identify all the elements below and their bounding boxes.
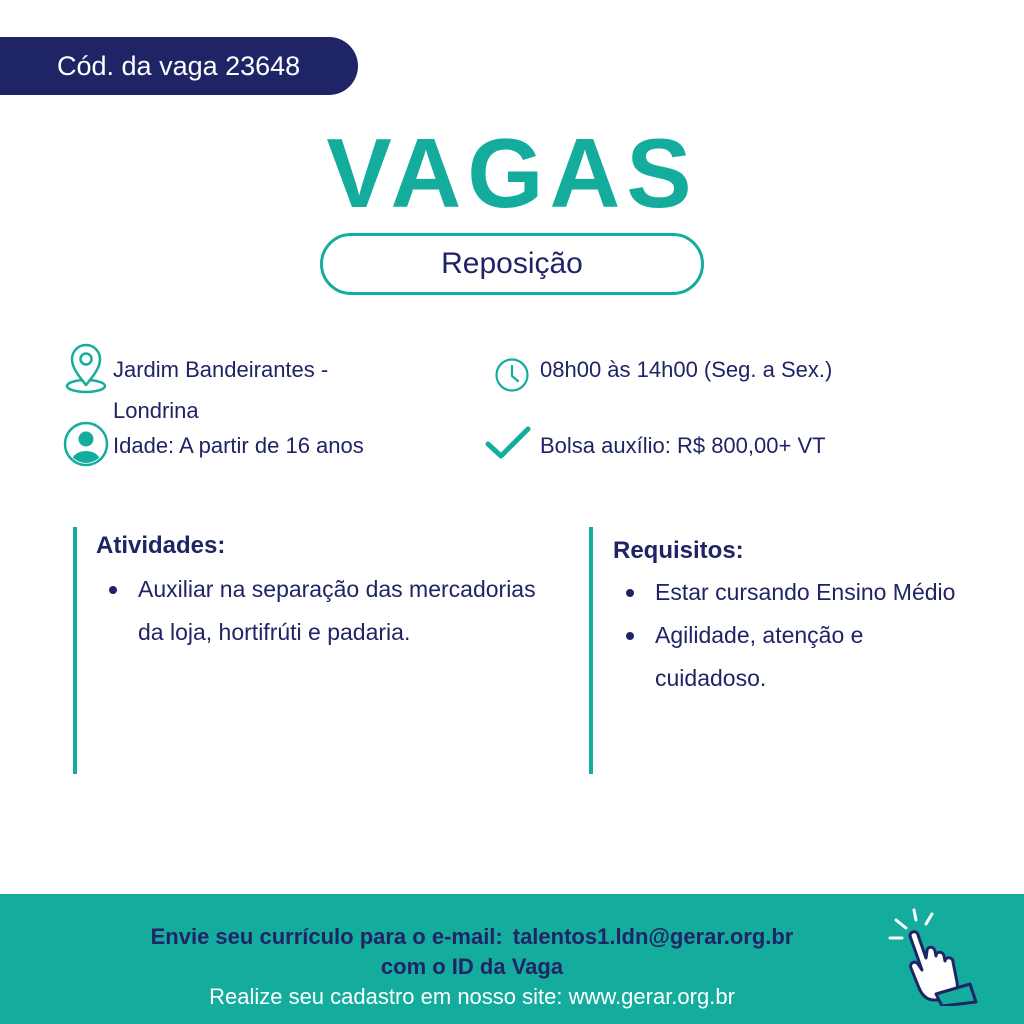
footer-site-line[interactable]: Realize seu cadastro em nosso site: www.gerar.org.br	[209, 984, 735, 1009]
footer-email-line	[0, 924, 944, 950]
email-address[interactable]: talentos1.ldn@gerar.org.br	[512, 924, 794, 949]
activities-divider	[73, 527, 77, 774]
clock-icon	[494, 357, 530, 393]
location-pin-icon	[63, 341, 109, 395]
job-code-badge	[0, 37, 358, 95]
schedule-text: 08h00 às 14h00 (Seg. a Sex.)	[540, 357, 833, 382]
page-title: VAGAS	[326, 118, 698, 228]
stipend-text: Bolsa auxílio: R$ 800,00+ VT	[540, 433, 826, 458]
footer-banner	[0, 894, 1024, 1024]
location-line-2: Londrina	[113, 398, 199, 423]
email-prefix: Envie seu currículo para o e-mail:	[150, 924, 503, 949]
list-item: Auxiliar na separação das mercadorias da loja, hortifrúti e padaria.	[96, 568, 536, 654]
age-text: Idade: A partir de 16 anos	[113, 433, 364, 458]
footer-id-line: com o ID da Vaga	[380, 954, 564, 979]
job-code-label: Cód. da vaga 23648	[57, 51, 301, 81]
checkmark-icon	[485, 425, 531, 461]
user-icon	[63, 421, 109, 467]
list-item: Agilidade, atenção e cuidadoso.	[613, 614, 945, 700]
role-label: Reposição	[441, 247, 583, 280]
location-line-1: Jardim Bandeirantes -	[113, 357, 329, 382]
activities-list	[96, 568, 536, 654]
hand-pointer-click-icon	[886, 906, 996, 1006]
list-item: Estar cursando Ensino Médio	[613, 571, 1013, 614]
requirements-title: Requisitos:	[613, 537, 744, 564]
role-pill	[320, 233, 704, 295]
requirements-divider	[589, 527, 593, 774]
requirements-list	[613, 571, 1013, 700]
activities-title: Atividades:	[96, 532, 226, 559]
